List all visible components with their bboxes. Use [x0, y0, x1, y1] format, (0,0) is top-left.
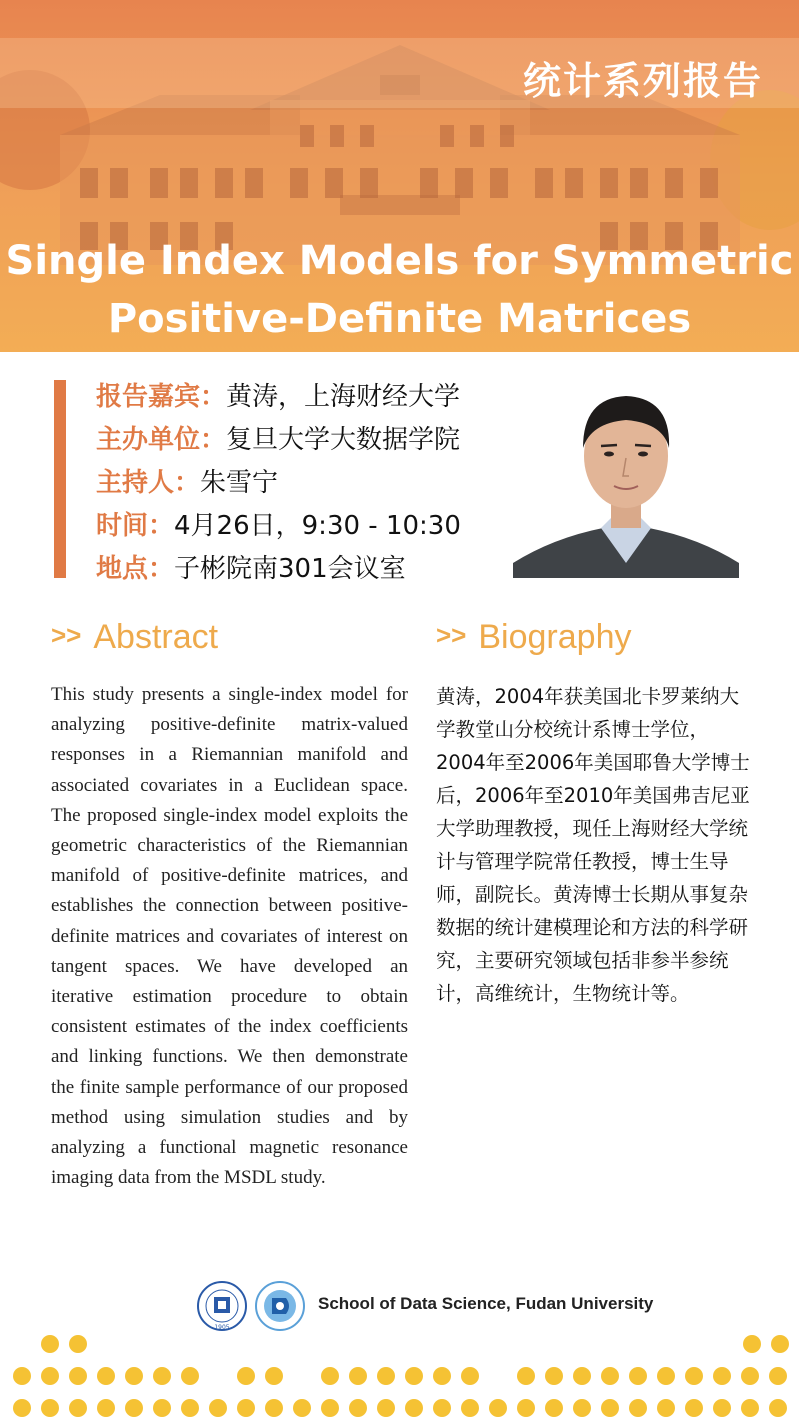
double-chevron-icon: >>	[51, 620, 82, 650]
svg-text:1905: 1905	[214, 1324, 230, 1331]
fudan-logo	[198, 1282, 246, 1331]
biography-text: 黄涛，2004年获美国北卡罗莱纳大学教堂山分校统计系博士学位，2004年至2006年美国耶鲁大学博士后，2006年至2010年美国弗吉尼亚大学助理教授，现任上海财经大学统计与管理学院常任教授，博士生导师，副院长。黄涛博士长期从事复杂数据的统计建模理论和方法的科学研究，主要研究领域包括非参半参统计，高维统计，生物统计等。	[436, 685, 750, 1005]
talk-title-line2: Positive-Definite Matrices	[107, 296, 692, 342]
data-science-logo	[256, 1282, 304, 1330]
series-label: 统计系列报告	[522, 59, 763, 103]
info-speaker: 报告嘉宾：黄涛，上海财经大学	[96, 382, 461, 412]
biography-heading: >> Biography	[436, 618, 632, 656]
talk-info	[96, 376, 461, 591]
school-name: School of Data Science, Fudan University	[318, 1294, 654, 1313]
info-accent-bar	[54, 380, 66, 578]
abstract-text: This study presents a single-index model for analyzing positive-definite matrix-valued responses in a Riemannian manifold and associated covariates in a Euclidean space. The proposed single-index model exploits the geometric characteristics of the Riemannian manifold of positive-definite matrices, and establishes the connection between positive-definite matrices and covariates of interest on tangent spaces. We have developed an iterative estimation procedure to obtain consistent estimates of the index coefficients and linking functions. We then demonstrate the finite sample performance of our proposed method using simulation studies and by analyzing a functional magnetic resonance imaging data from the MSDL study.	[51, 684, 408, 1189]
info-time: 时间：4月26日，9:30 - 10:30	[96, 511, 461, 541]
talk-title-line1: Single Index Models for Symmetric	[5, 238, 794, 284]
info-moderator: 主持人：朱雪宁	[96, 468, 279, 498]
double-chevron-icon: >>	[436, 620, 467, 650]
speaker-photo	[513, 378, 739, 578]
info-location: 地点：子彬院南301会议室	[96, 554, 406, 584]
header-banner	[0, 0, 799, 352]
abstract-heading: >> Abstract	[51, 618, 219, 656]
decorative-dots	[0, 1328, 799, 1422]
info-host: 主办单位：复旦大学大数据学院	[96, 425, 461, 455]
talk-title	[0, 232, 799, 348]
